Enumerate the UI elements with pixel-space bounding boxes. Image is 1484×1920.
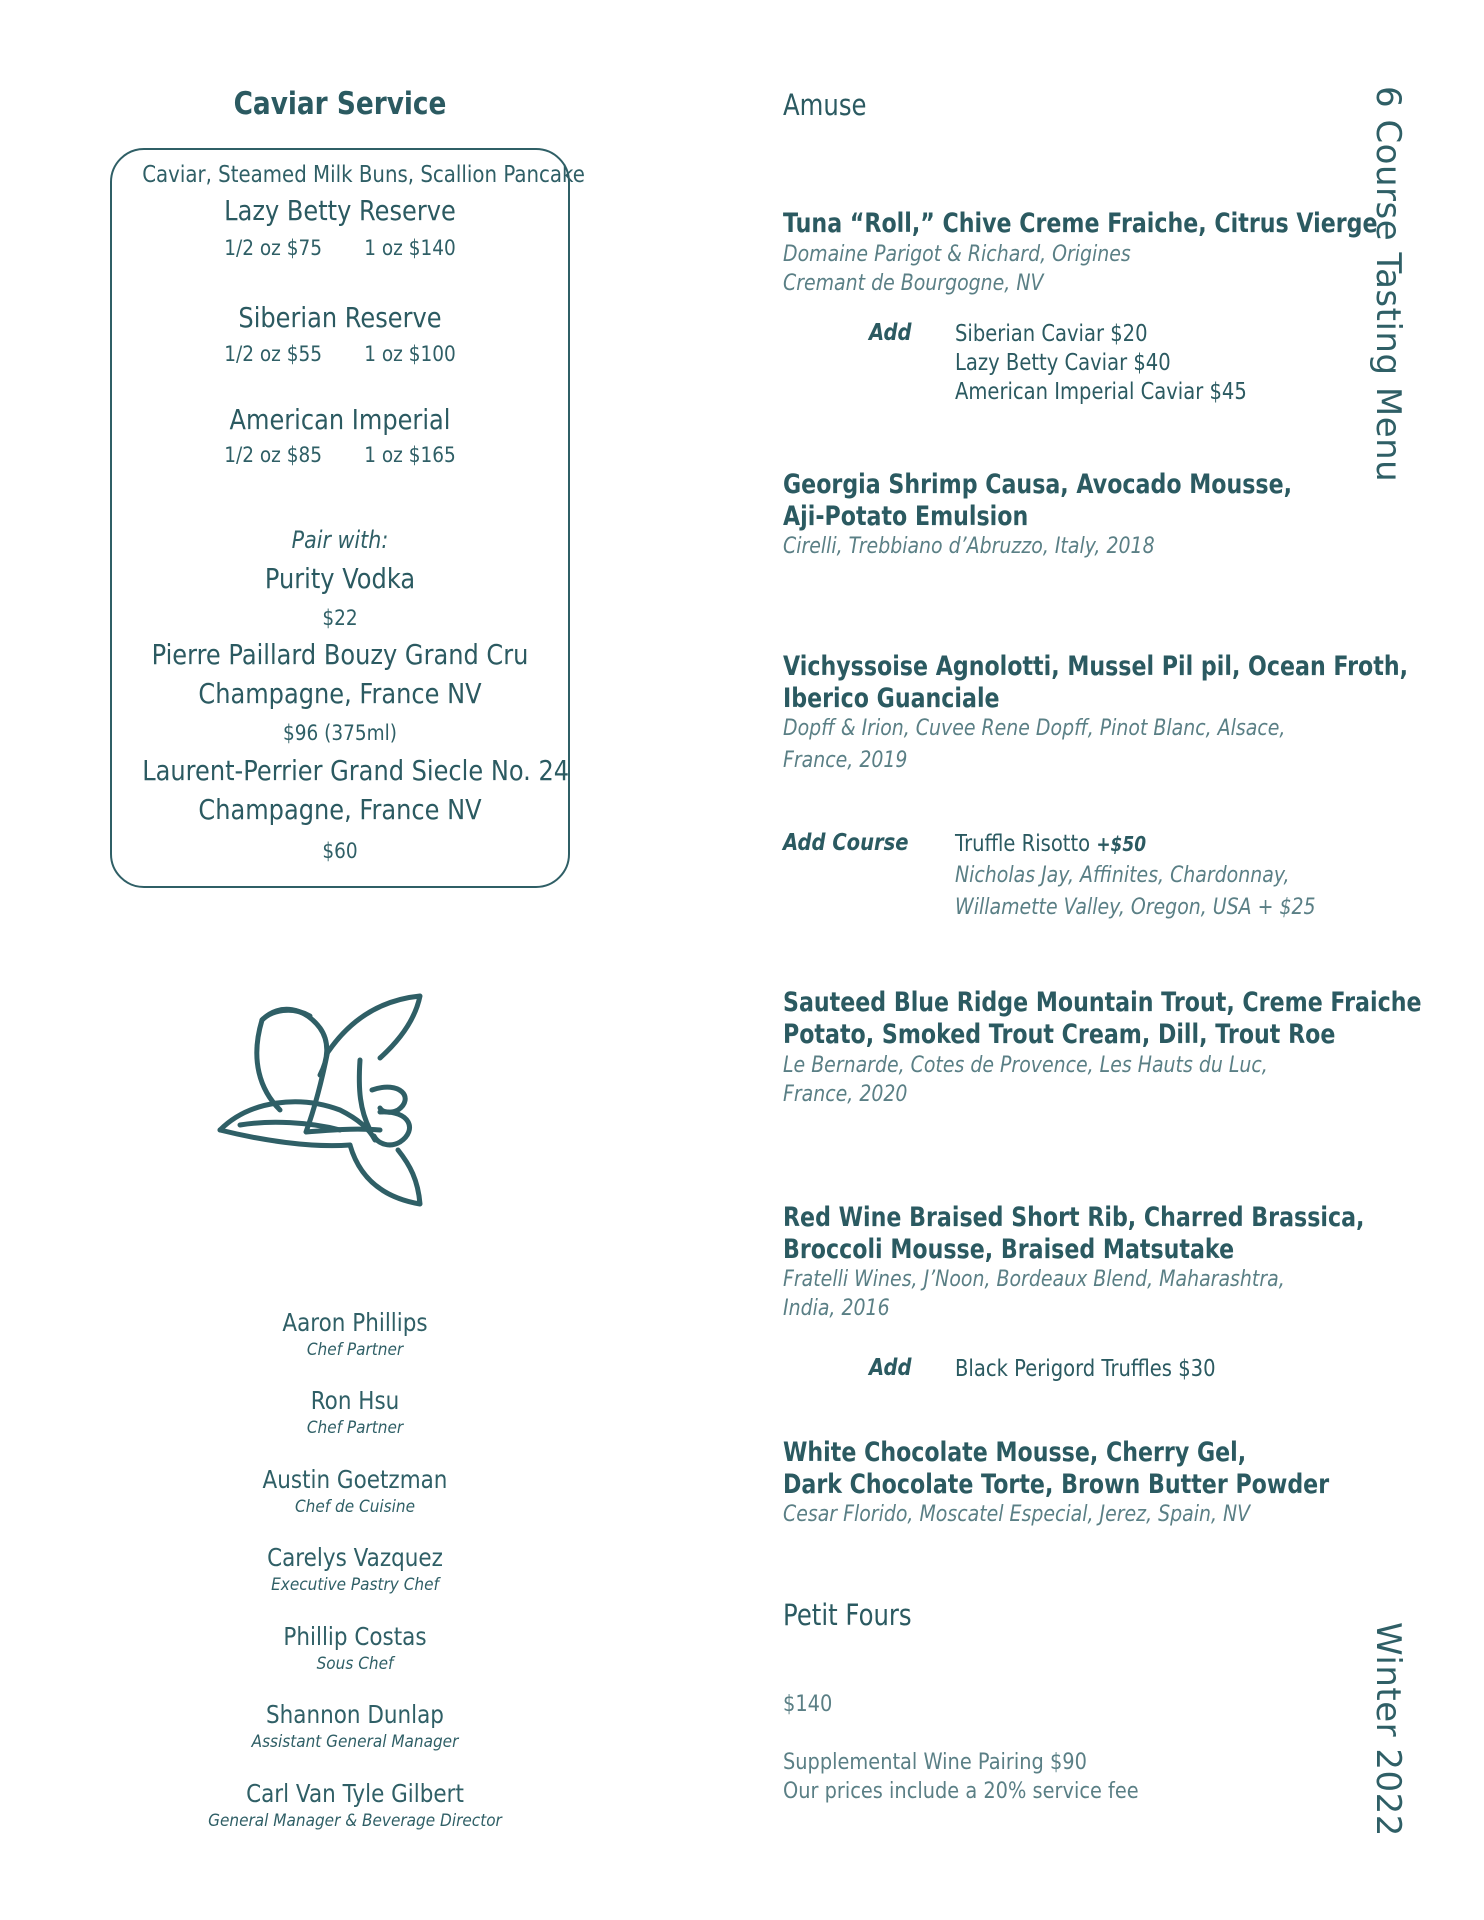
course-title: White Chocolate Mousse, Cherry Gel, (783, 1437, 1247, 1468)
staff-role: General Manager & Beverage Director (208, 1811, 502, 1831)
staff-name: Shannon Dunlap (266, 1700, 444, 1729)
staff-name: Austin Goetzman (262, 1465, 448, 1494)
pair-with-label: Pair with: (291, 526, 389, 554)
amuse-heading: Amuse (783, 88, 867, 122)
wine-pairing: Nicholas Jay, Affinites, Chardonnay, (955, 863, 1290, 888)
staff-role: Assistant General Manager (251, 1732, 459, 1752)
staff-role: Chef Partner (306, 1418, 404, 1438)
petit-fours-heading: Petit Fours (783, 1598, 912, 1632)
caviar-full-price: 1 oz $100 (364, 342, 456, 366)
course-title: Broccoli Mousse, Braised Matsutake (783, 1234, 1235, 1265)
staff-role: Chef Partner (306, 1340, 404, 1360)
add-on-item: Siberian Caviar $20 (955, 321, 1148, 347)
drink-region: Champagne, France NV (198, 793, 482, 826)
staff-role: Chef de Cuisine (294, 1497, 415, 1517)
drink-price: $96 (375ml) (283, 721, 397, 745)
restaurant-logo-icon (210, 980, 470, 1220)
course-title: Aji-Potato Emulsion (783, 501, 1029, 532)
drink-price: $60 (322, 839, 358, 863)
course-title: Tuna “Roll,” Chive Creme Fraiche, Citrus Vierge (783, 208, 1378, 239)
staff-role: Sous Chef (316, 1654, 394, 1674)
wine-pairing: Dopff & Irion, Cuvee Rene Dopff, Pinot Blanc, Alsace, (783, 716, 1286, 741)
add-on-item: Lazy Betty Caviar $40 (955, 350, 1171, 376)
service-fee-note: Our prices include a 20% service fee (783, 1779, 1139, 1804)
staff-name: Ron Hsu (310, 1386, 400, 1415)
caviar-service-title: Caviar Service (233, 86, 447, 122)
tasting-menu-side-title: 6 Course Tasting Menu (1368, 86, 1408, 483)
add-course-item-price: +$50 (1096, 832, 1147, 856)
staff-name: Carl Van Tyle Gilbert (246, 1779, 464, 1808)
caviar-item-name: Siberian Reserve (238, 301, 442, 334)
wine-pairing: India, 2016 (783, 1296, 890, 1321)
add-course-item (955, 830, 1146, 859)
wine-pairing: France, 2020 (783, 1082, 908, 1107)
caviar-item-prices (138, 236, 543, 260)
caviar-half-price: 1/2 oz $75 (224, 236, 322, 260)
wine-pairing: Le Bernarde, Cotes de Provence, Les Hauts du Luc, (783, 1053, 1268, 1078)
course-title: Red Wine Braised Short Rib, Charred Brassica, (783, 1202, 1365, 1233)
course-title: Dark Chocolate Torte, Brown Butter Powder (783, 1469, 1330, 1500)
wine-pairing: Cremant de Bourgogne, NV (783, 271, 1044, 296)
course-title: Iberico Guanciale (783, 683, 1000, 714)
caviar-half-price: 1/2 oz $85 (224, 443, 322, 467)
add-course-label: Add Course (783, 830, 909, 856)
drink-name: Laurent-Perrier Grand Siecle No. 24 (142, 754, 570, 787)
drink-name: Pierre Paillard Bouzy Grand Cru (151, 638, 529, 671)
staff-name: Phillip Costas (283, 1622, 427, 1651)
course-title: Sauteed Blue Ridge Mountain Trout, Creme Fraiche (783, 987, 1422, 1018)
caviar-item-prices (138, 342, 543, 366)
caviar-item-prices (138, 443, 543, 467)
drink-region: Champagne, France NV (198, 677, 482, 710)
caviar-item-name: Lazy Betty Reserve (224, 194, 456, 227)
course-title: Potato, Smoked Trout Cream, Dill, Trout Roe (783, 1019, 1336, 1050)
season-side-title: Winter 2022 (1368, 1622, 1408, 1837)
wine-pairing: Cirelli, Trebbiano d’Abruzzo, Italy, 2018 (783, 534, 1155, 559)
add-label: Add (869, 320, 912, 346)
course-title: Georgia Shrimp Causa, Avocado Mousse, (783, 469, 1293, 500)
wine-pairing: Fratelli Wines, J’Noon, Bordeaux Blend, Maharashtra, (783, 1267, 1285, 1292)
caviar-half-price: 1/2 oz $55 (224, 342, 322, 366)
staff-name: Carelys Vazquez (267, 1543, 443, 1572)
wine-pairing: Domaine Parigot & Richard, Origines (783, 242, 1131, 267)
caviar-subtitle: Caviar, Steamed Milk Buns, Scallion Pancake (142, 162, 585, 188)
wine-pairing-price: Supplemental Wine Pairing $90 (783, 1750, 1087, 1775)
caviar-full-price: 1 oz $165 (364, 443, 456, 467)
wine-pairing: Willamette Valley, Oregon, USA + $25 (955, 895, 1316, 920)
drink-price: $22 (322, 606, 358, 630)
wine-pairing: France, 2019 (783, 748, 908, 773)
caviar-item-name: American Imperial (229, 403, 451, 436)
staff-name: Aaron Phillips (282, 1308, 428, 1337)
add-on-item: American Imperial Caviar $45 (955, 379, 1247, 405)
drink-name: Purity Vodka (264, 562, 416, 595)
add-label: Add (869, 1355, 912, 1381)
staff-role: Executive Pastry Chef (271, 1575, 439, 1595)
add-course-item-name: Truffle Risotto (955, 831, 1091, 857)
caviar-full-price: 1 oz $140 (364, 236, 456, 260)
course-title: Vichyssoise Agnolotti, Mussel Pil pil, Ocean Froth, (783, 651, 1409, 682)
wine-pairing: Cesar Florido, Moscatel Especial, Jerez, Spain, NV (783, 1502, 1251, 1527)
add-on-item: Black Perigord Truffles $30 (955, 1356, 1216, 1382)
menu-price: $140 (783, 1692, 833, 1717)
